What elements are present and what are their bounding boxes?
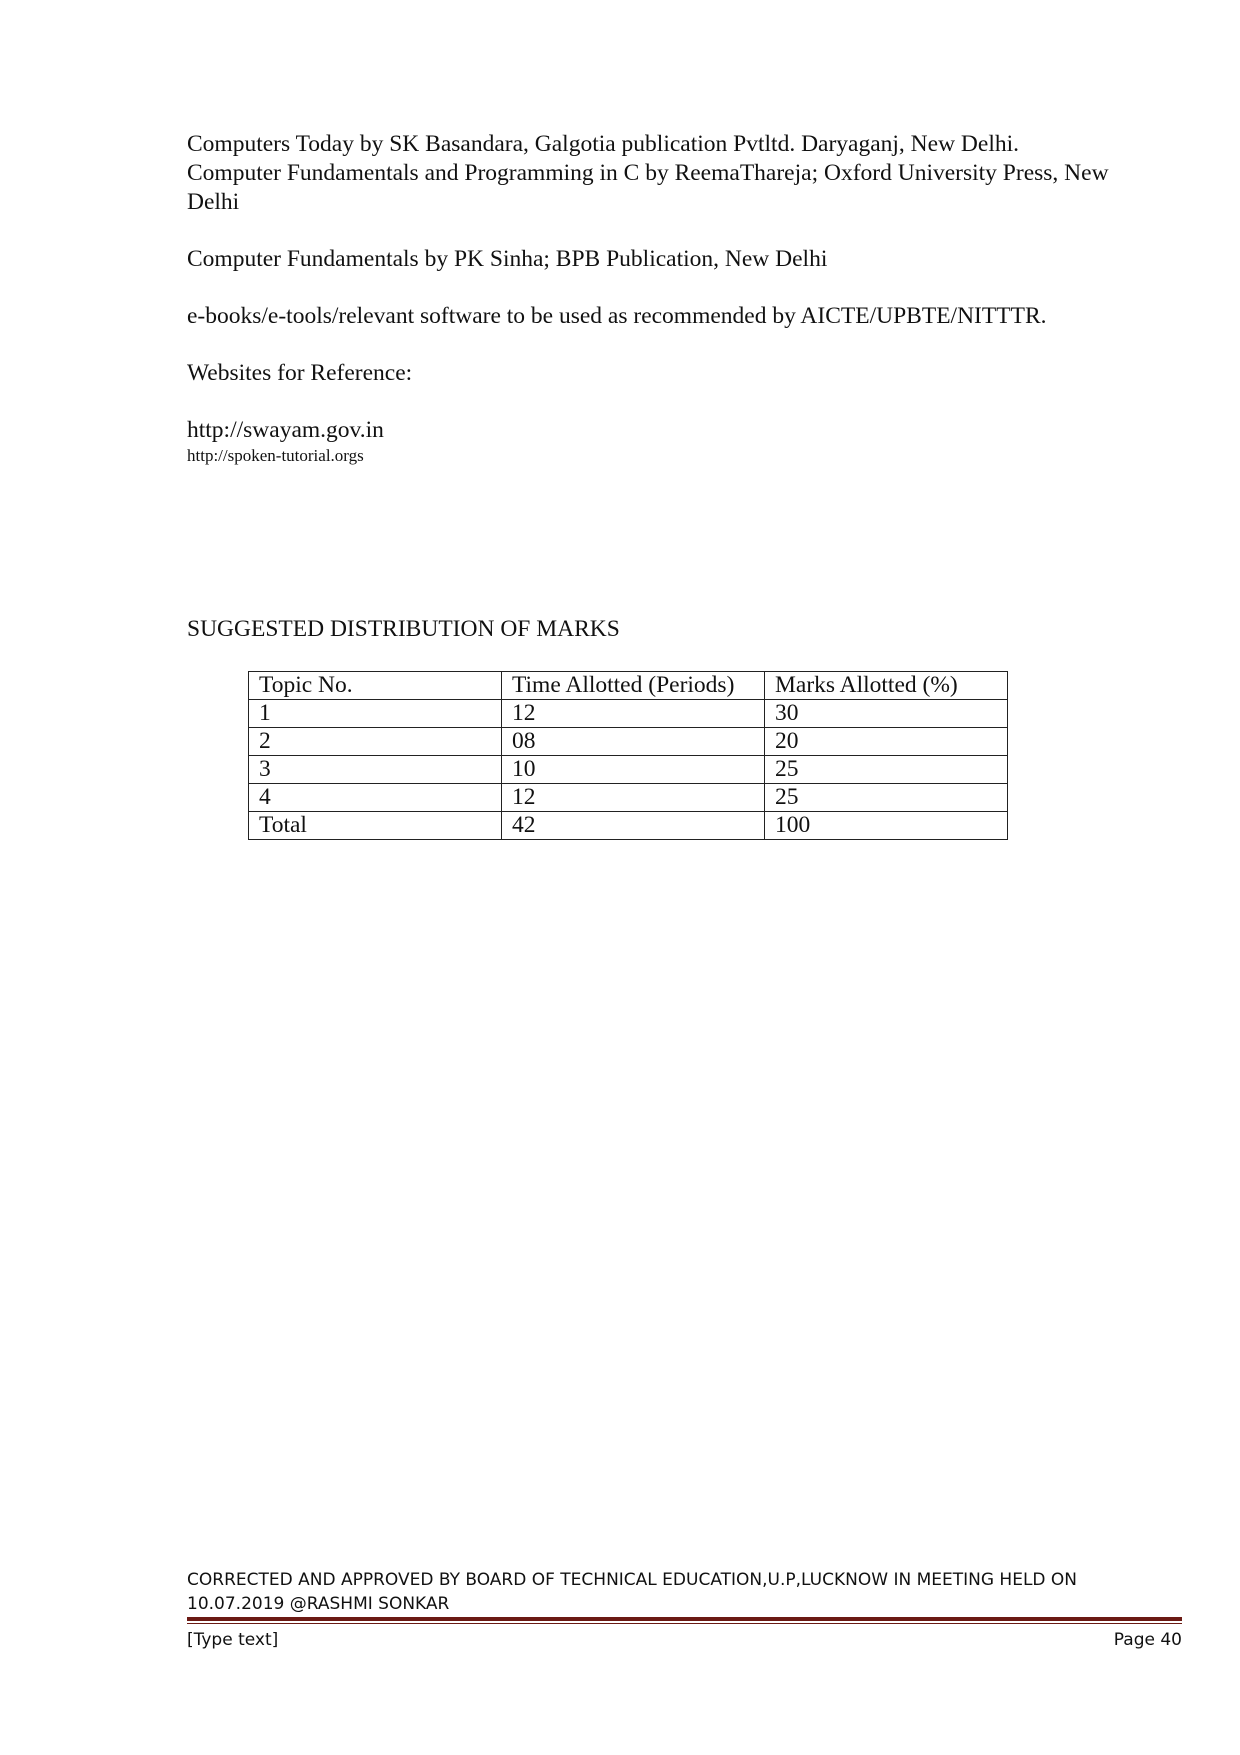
table-header-cell: Topic No.	[249, 672, 502, 700]
table-cell: 08	[502, 728, 765, 756]
table-cell: Total	[249, 812, 502, 840]
footer-divider-thick	[187, 1617, 1182, 1621]
table-row	[249, 784, 1008, 812]
reference-line-1: Computers Today by SK Basandara, Galgotia publication Pvtltd. Daryaganj, New Delhi.	[187, 131, 1020, 157]
marks-distribution-table	[248, 671, 1008, 840]
table-cell: 100	[765, 812, 1008, 840]
footer-left-text: [Type text]	[187, 1630, 279, 1650]
table-cell: 42	[502, 812, 765, 840]
table-cell: 1	[249, 700, 502, 728]
footer-approval-note	[187, 1568, 1187, 1616]
table-header-cell: Time Allotted (Periods)	[502, 672, 765, 700]
website-link-swayam: http://swayam.gov.in	[187, 417, 384, 443]
reference-line-2: Computer Fundamentals and Programming in C by ReemaThareja; Oxford University Press, New	[187, 160, 1109, 186]
table-header-row	[249, 672, 1008, 700]
reference-line-2-continued: Delhi	[187, 189, 240, 215]
table-cell: 20	[765, 728, 1008, 756]
table-cell: 2	[249, 728, 502, 756]
footer-note-line-2: 10.07.2019 @RASHMI SONKAR	[187, 1594, 450, 1614]
table-cell: 12	[502, 784, 765, 812]
reference-line-4: e-books/e-tools/relevant software to be used as recommended by AICTE/UPBTE/NITTTR.	[187, 303, 1047, 329]
table-cell: 25	[765, 756, 1008, 784]
table-cell: 10	[502, 756, 765, 784]
table-cell: 30	[765, 700, 1008, 728]
page-number: Page 40	[1113, 1630, 1182, 1650]
websites-heading: Websites for Reference:	[187, 360, 413, 386]
footer-note-line-1: CORRECTED AND APPROVED BY BOARD OF TECHNICAL EDUCATION,U.P,LUCKNOW IN MEETING HELD ON	[187, 1570, 1078, 1590]
table-total-row	[249, 812, 1008, 840]
marks-section-title: SUGGESTED DISTRIBUTION OF MARKS	[187, 616, 620, 642]
footer-divider-thin	[187, 1623, 1182, 1624]
table-cell: 3	[249, 756, 502, 784]
table-cell: 25	[765, 784, 1008, 812]
table-row	[249, 728, 1008, 756]
table-cell: 12	[502, 700, 765, 728]
table-row	[249, 700, 1008, 728]
website-link-spoken-tutorial: http://spoken-tutorial.orgs	[187, 446, 364, 465]
table-header-cell: Marks Allotted (%)	[765, 672, 1008, 700]
table-cell: 4	[249, 784, 502, 812]
table-row	[249, 756, 1008, 784]
reference-line-3: Computer Fundamentals by PK Sinha; BPB Publication, New Delhi	[187, 246, 828, 272]
